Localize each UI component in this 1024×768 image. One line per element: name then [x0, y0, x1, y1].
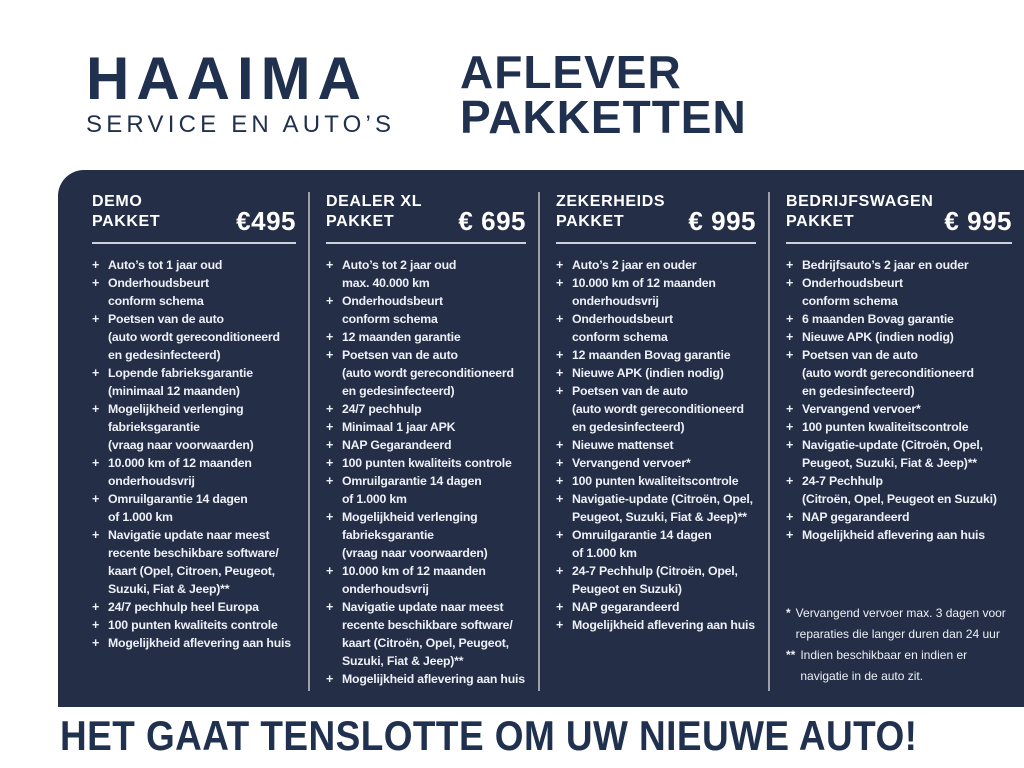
item-text	[342, 418, 455, 436]
footnote-line: navigatie in de auto zit.	[800, 669, 924, 683]
item-text	[802, 310, 954, 328]
item-line: Nieuwe mattenset	[572, 438, 674, 452]
item-line: (vraag naar voorwaarden)	[108, 438, 254, 452]
plus-icon: +	[326, 294, 334, 308]
plus-icon: +	[92, 258, 100, 272]
package-item	[556, 562, 756, 598]
item-line: kaart (Opel, Citroen, Peugeot,	[108, 564, 275, 578]
item-text	[108, 310, 280, 364]
plus-icon: +	[326, 348, 334, 362]
package-item	[556, 274, 756, 310]
item-text	[572, 490, 753, 526]
package-item	[326, 256, 526, 292]
package-item	[326, 472, 526, 508]
item-line: Suzuki, Fiat & Jeep)**	[342, 654, 464, 668]
package-item	[326, 328, 526, 346]
footnote-line: Vervangend vervoer max. 3 dagen voor	[795, 606, 1006, 620]
package-item	[556, 310, 756, 346]
package-header	[786, 192, 1012, 236]
logo-tagline: SERVICE EN AUTO’S	[86, 111, 396, 138]
item-line: (vraag naar voorwaarden)	[342, 546, 488, 560]
package-item-list	[556, 256, 756, 634]
item-line: onderhoudsvrij	[108, 474, 195, 488]
item-line: onderhoudsvrij	[572, 294, 659, 308]
plus-icon: +	[786, 348, 794, 362]
page-title	[460, 46, 747, 143]
package-divider	[326, 242, 526, 244]
item-line: Omruilgarantie 14 dagen	[108, 492, 248, 506]
item-text	[342, 472, 482, 508]
item-line: of 1.000 km	[108, 510, 173, 524]
plus-icon: +	[786, 438, 794, 452]
package-item	[786, 508, 1012, 526]
package-item	[556, 364, 756, 382]
item-line: (auto wordt gereconditioneerd	[342, 366, 514, 380]
item-text	[342, 346, 514, 400]
item-line: 12 maanden Bovag garantie	[572, 348, 731, 362]
item-line: Onderhoudsbeurt	[108, 276, 209, 290]
item-line: fabrieksgarantie	[108, 420, 200, 434]
package-item	[326, 598, 526, 670]
item-line: Auto’s tot 2 jaar oud	[342, 258, 457, 272]
package-item	[556, 616, 756, 634]
item-line: Navigatie update naar meest	[108, 528, 270, 542]
item-line: (Citroën, Opel, Peugeot en Suzuki)	[802, 492, 997, 506]
item-text	[342, 562, 486, 598]
package-item	[786, 256, 1012, 274]
package-item	[786, 418, 1012, 436]
item-line: fabrieksgarantie	[342, 528, 434, 542]
package-item	[786, 310, 1012, 328]
item-line: conform schema	[802, 294, 898, 308]
item-line: en gedesinfecteerd)	[572, 420, 685, 434]
item-line: conform schema	[108, 294, 204, 308]
plus-icon: +	[556, 384, 564, 398]
package-item	[92, 256, 296, 274]
item-text	[342, 400, 421, 418]
package-item	[92, 454, 296, 490]
plus-icon: +	[556, 366, 564, 380]
plus-icon: +	[92, 600, 100, 614]
plus-icon: +	[326, 456, 334, 470]
item-text	[108, 616, 278, 634]
package-item	[92, 364, 296, 400]
package-item	[556, 472, 756, 490]
footnote	[786, 603, 1012, 645]
package-name-line2: PAKKET	[556, 213, 625, 230]
item-text	[572, 598, 679, 616]
plus-icon: +	[556, 528, 564, 542]
item-line: Poetsen van de auto	[802, 348, 918, 362]
item-line: Mogelijkheid aflevering aan huis	[342, 672, 525, 686]
item-line: Navigatie update naar meest	[342, 600, 504, 614]
item-line: (auto wordt gereconditioneerd	[802, 366, 974, 380]
item-text	[572, 382, 744, 436]
package-name	[786, 192, 933, 232]
item-line: of 1.000 km	[342, 492, 407, 506]
item-text	[572, 364, 724, 382]
package-item-list	[786, 256, 1012, 544]
item-line: Peugeot, Suzuki, Fiat & Jeep)**	[572, 510, 747, 524]
package-item	[556, 454, 756, 472]
plus-icon: +	[556, 348, 564, 362]
item-line: Poetsen van de auto	[572, 384, 688, 398]
plus-icon: +	[786, 474, 794, 488]
logo-name: HAAIMA	[86, 45, 368, 112]
package-name-line1: BEDRIJFSWAGEN	[786, 193, 934, 210]
package-name-line2: PAKKET	[326, 213, 395, 230]
plus-icon: +	[786, 420, 794, 434]
item-line: Peugeot, Suzuki, Fiat & Jeep)**	[802, 456, 977, 470]
plus-icon: +	[556, 600, 564, 614]
item-line: (auto wordt gereconditioneerd	[572, 402, 744, 416]
item-text	[572, 256, 696, 274]
plus-icon: +	[92, 636, 100, 650]
package-item	[326, 400, 526, 418]
package-item	[326, 562, 526, 598]
item-line: kaart (Citroën, Opel, Peugeot,	[342, 636, 509, 650]
package-column	[540, 170, 768, 707]
package-name	[556, 192, 665, 232]
item-line: Mogelijkheid aflevering aan huis	[572, 618, 755, 632]
package-item	[92, 310, 296, 364]
package-item	[556, 346, 756, 364]
plus-icon: +	[92, 366, 100, 380]
item-text	[108, 454, 252, 490]
item-line: en gedesinfecteerd)	[802, 384, 915, 398]
item-line: Peugeot en Suzuki)	[572, 582, 682, 596]
package-item	[786, 346, 1012, 400]
item-line: (auto wordt gereconditioneerd	[108, 330, 280, 344]
package-name-line2: PAKKET	[786, 213, 855, 230]
item-line: en gedesinfecteerd)	[342, 384, 455, 398]
item-text	[108, 490, 248, 526]
package-item	[786, 436, 1012, 472]
item-text	[342, 292, 443, 328]
plus-icon: +	[786, 312, 794, 326]
item-text	[572, 436, 673, 454]
plus-icon: +	[326, 258, 334, 272]
package-name	[326, 192, 422, 232]
package-item	[786, 472, 1012, 508]
item-line: 100 punten kwaliteits controle	[342, 456, 512, 470]
item-text	[342, 454, 512, 472]
footnote-marker: *	[786, 606, 791, 620]
plus-icon: +	[556, 438, 564, 452]
package-header	[92, 192, 296, 236]
item-line: Suzuki, Fiat & Jeep)**	[108, 582, 230, 596]
package-item	[556, 436, 756, 454]
item-line: Lopende fabrieksgarantie	[108, 366, 253, 380]
item-text	[572, 454, 691, 472]
item-line: Mogelijkheid aflevering aan huis	[802, 528, 985, 542]
plus-icon: +	[326, 420, 334, 434]
plus-icon: +	[92, 528, 100, 542]
package-divider	[556, 242, 756, 244]
package-item	[556, 526, 756, 562]
package-item	[92, 490, 296, 526]
plus-icon: +	[556, 456, 564, 470]
plus-icon: +	[786, 402, 794, 416]
item-text	[108, 256, 222, 274]
plus-icon: +	[92, 276, 100, 290]
page-title-line2: PAKKETTEN	[460, 91, 747, 143]
plus-icon: +	[556, 492, 564, 506]
item-line: Mogelijkheid verlenging	[342, 510, 478, 524]
item-text	[802, 346, 974, 400]
plus-icon: +	[92, 456, 100, 470]
item-line: 24-7 Pechhulp (Citroën, Opel,	[572, 564, 738, 578]
item-line: en gedesinfecteerd)	[108, 348, 221, 362]
item-line: Onderhoudsbeurt	[572, 312, 673, 326]
package-divider	[92, 242, 296, 244]
item-line: of 1.000 km	[572, 546, 637, 560]
item-line: recente beschikbare software/	[108, 546, 279, 560]
item-text	[572, 526, 712, 562]
item-text	[572, 562, 738, 598]
footnote-line: Indien beschikbaar en indien er	[800, 648, 968, 662]
plus-icon: +	[92, 492, 100, 506]
item-line: Nieuwe APK (indien nodig)	[802, 330, 954, 344]
item-line: 12 maanden garantie	[342, 330, 461, 344]
package-column	[770, 170, 1024, 707]
item-line: Vervangend vervoer*	[802, 402, 921, 416]
package-item	[326, 508, 526, 562]
item-line: 24/7 pechhulp	[342, 402, 422, 416]
item-text	[108, 274, 209, 310]
item-text	[108, 364, 253, 400]
item-line: Navigatie-update (Citroën, Opel,	[572, 492, 753, 506]
item-text	[108, 400, 254, 454]
footnote-marker: **	[786, 648, 796, 662]
package-item	[556, 256, 756, 274]
item-line: recente beschikbare software/	[342, 618, 513, 632]
item-text	[802, 472, 997, 508]
item-line: Navigatie-update (Citroën, Opel,	[802, 438, 983, 452]
package-column	[310, 170, 538, 707]
item-text	[802, 400, 921, 418]
item-line: conform schema	[572, 330, 668, 344]
item-line: Omruilgarantie 14 dagen	[572, 528, 712, 542]
item-line: onderhoudsvrij	[342, 582, 429, 596]
item-text	[572, 310, 673, 346]
item-text	[342, 328, 461, 346]
item-line: NAP gegarandeerd	[802, 510, 910, 524]
item-line: Mogelijkheid aflevering aan huis	[108, 636, 291, 650]
plus-icon: +	[326, 510, 334, 524]
plus-icon: +	[556, 312, 564, 326]
package-item	[92, 274, 296, 310]
plus-icon: +	[326, 564, 334, 578]
item-line: conform schema	[342, 312, 438, 326]
item-line: (minimaal 12 maanden)	[108, 384, 240, 398]
plus-icon: +	[786, 510, 794, 524]
logo	[86, 45, 396, 139]
item-line: 10.000 km of 12 maanden	[572, 276, 716, 290]
item-line: 24/7 pechhulp heel Europa	[108, 600, 259, 614]
footnote-text	[800, 645, 967, 687]
item-text	[572, 346, 730, 364]
item-line: Bedrijfsauto’s 2 jaar en ouder	[802, 258, 969, 272]
item-line: 100 punten kwaliteitscontrole	[802, 420, 969, 434]
item-line: Nieuwe APK (indien nodig)	[572, 366, 724, 380]
package-item	[786, 328, 1012, 346]
item-text	[108, 634, 291, 652]
package-item	[92, 616, 296, 634]
item-line: Mogelijkheid verlenging	[108, 402, 244, 416]
package-name	[92, 192, 160, 232]
item-line: Omruilgarantie 14 dagen	[342, 474, 482, 488]
item-text	[342, 598, 513, 670]
item-text	[802, 328, 954, 346]
package-item	[556, 382, 756, 436]
item-text	[342, 436, 451, 454]
item-line: Auto’s 2 jaar en ouder	[572, 258, 697, 272]
item-line: Poetsen van de auto	[108, 312, 224, 326]
plus-icon: +	[556, 258, 564, 272]
package-item	[326, 670, 526, 688]
package-item	[92, 400, 296, 454]
page-title-line1: AFLEVER	[460, 46, 682, 98]
footnote-line: reparaties die langer duren dan 24 uur	[795, 627, 1000, 641]
item-text	[802, 508, 909, 526]
item-line: NAP Gegarandeerd	[342, 438, 452, 452]
package-item	[92, 598, 296, 616]
plus-icon: +	[326, 438, 334, 452]
plus-icon: +	[556, 564, 564, 578]
footnotes	[786, 603, 1012, 689]
item-line: 10.000 km of 12 maanden	[342, 564, 486, 578]
footnote	[786, 645, 1012, 687]
item-line: Minimaal 1 jaar APK	[342, 420, 456, 434]
footnote-text	[796, 603, 1006, 645]
item-line: max. 40.000 km	[342, 276, 430, 290]
item-text	[802, 526, 985, 544]
item-text	[342, 508, 488, 562]
package-item	[326, 436, 526, 454]
item-line: Vervangend vervoer*	[572, 456, 691, 470]
item-line: Poetsen van de auto	[342, 348, 458, 362]
package-name-line1: ZEKERHEIDS	[556, 193, 666, 210]
package-item	[326, 292, 526, 328]
package-column	[58, 170, 308, 707]
plus-icon: +	[326, 600, 334, 614]
item-text	[572, 472, 738, 490]
package-item	[326, 418, 526, 436]
package-item	[556, 490, 756, 526]
package-price: € 695	[458, 206, 526, 236]
plus-icon: +	[92, 618, 100, 632]
item-text	[802, 274, 903, 310]
item-line: Auto’s tot 1 jaar oud	[108, 258, 223, 272]
package-item-list	[326, 256, 526, 688]
package-header	[556, 192, 756, 236]
package-price: €495	[236, 206, 296, 236]
item-text	[802, 436, 983, 472]
package-divider	[786, 242, 1012, 244]
plus-icon: +	[326, 402, 334, 416]
plus-icon: +	[92, 402, 100, 416]
plus-icon: +	[92, 312, 100, 326]
package-item	[556, 598, 756, 616]
item-text	[802, 256, 968, 274]
item-text	[108, 526, 279, 598]
plus-icon: +	[556, 474, 564, 488]
package-price: € 995	[944, 206, 1012, 236]
item-text	[802, 418, 968, 436]
package-item	[92, 634, 296, 652]
package-name-line1: DEALER XL	[326, 193, 423, 210]
item-line: Onderhoudsbeurt	[342, 294, 443, 308]
item-text	[342, 670, 525, 688]
plus-icon: +	[786, 276, 794, 290]
package-header	[326, 192, 526, 236]
plus-icon: +	[326, 672, 334, 686]
package-item	[326, 454, 526, 472]
package-item	[92, 526, 296, 598]
item-line: 6 maanden Bovag garantie	[802, 312, 954, 326]
package-name-line1: DEMO	[92, 193, 143, 210]
item-line: 100 punten kwaliteits controle	[108, 618, 278, 632]
item-line: Onderhoudsbeurt	[802, 276, 903, 290]
packages-panel	[58, 170, 1024, 707]
plus-icon: +	[326, 474, 334, 488]
plus-icon: +	[786, 258, 794, 272]
item-line: NAP gegarandeerd	[572, 600, 680, 614]
plus-icon: +	[786, 330, 794, 344]
item-text	[572, 274, 716, 310]
package-item	[786, 526, 1012, 544]
package-item	[786, 400, 1012, 418]
footer-headline: HET GAAT TENSLOTTE OM UW NIEUWE AUTO!	[60, 712, 918, 759]
package-price: € 995	[688, 206, 756, 236]
package-item	[786, 274, 1012, 310]
package-item-list	[92, 256, 296, 652]
item-text	[572, 616, 755, 634]
plus-icon: +	[786, 528, 794, 542]
item-text	[108, 598, 259, 616]
item-line: 100 punten kwaliteitscontrole	[572, 474, 739, 488]
package-item	[326, 346, 526, 400]
package-name-line2: PAKKET	[92, 213, 161, 230]
item-line: 24-7 Pechhulp	[802, 474, 883, 488]
item-text	[342, 256, 456, 292]
plus-icon: +	[556, 276, 564, 290]
plus-icon: +	[556, 618, 564, 632]
plus-icon: +	[326, 330, 334, 344]
item-line: 10.000 km of 12 maanden	[108, 456, 252, 470]
